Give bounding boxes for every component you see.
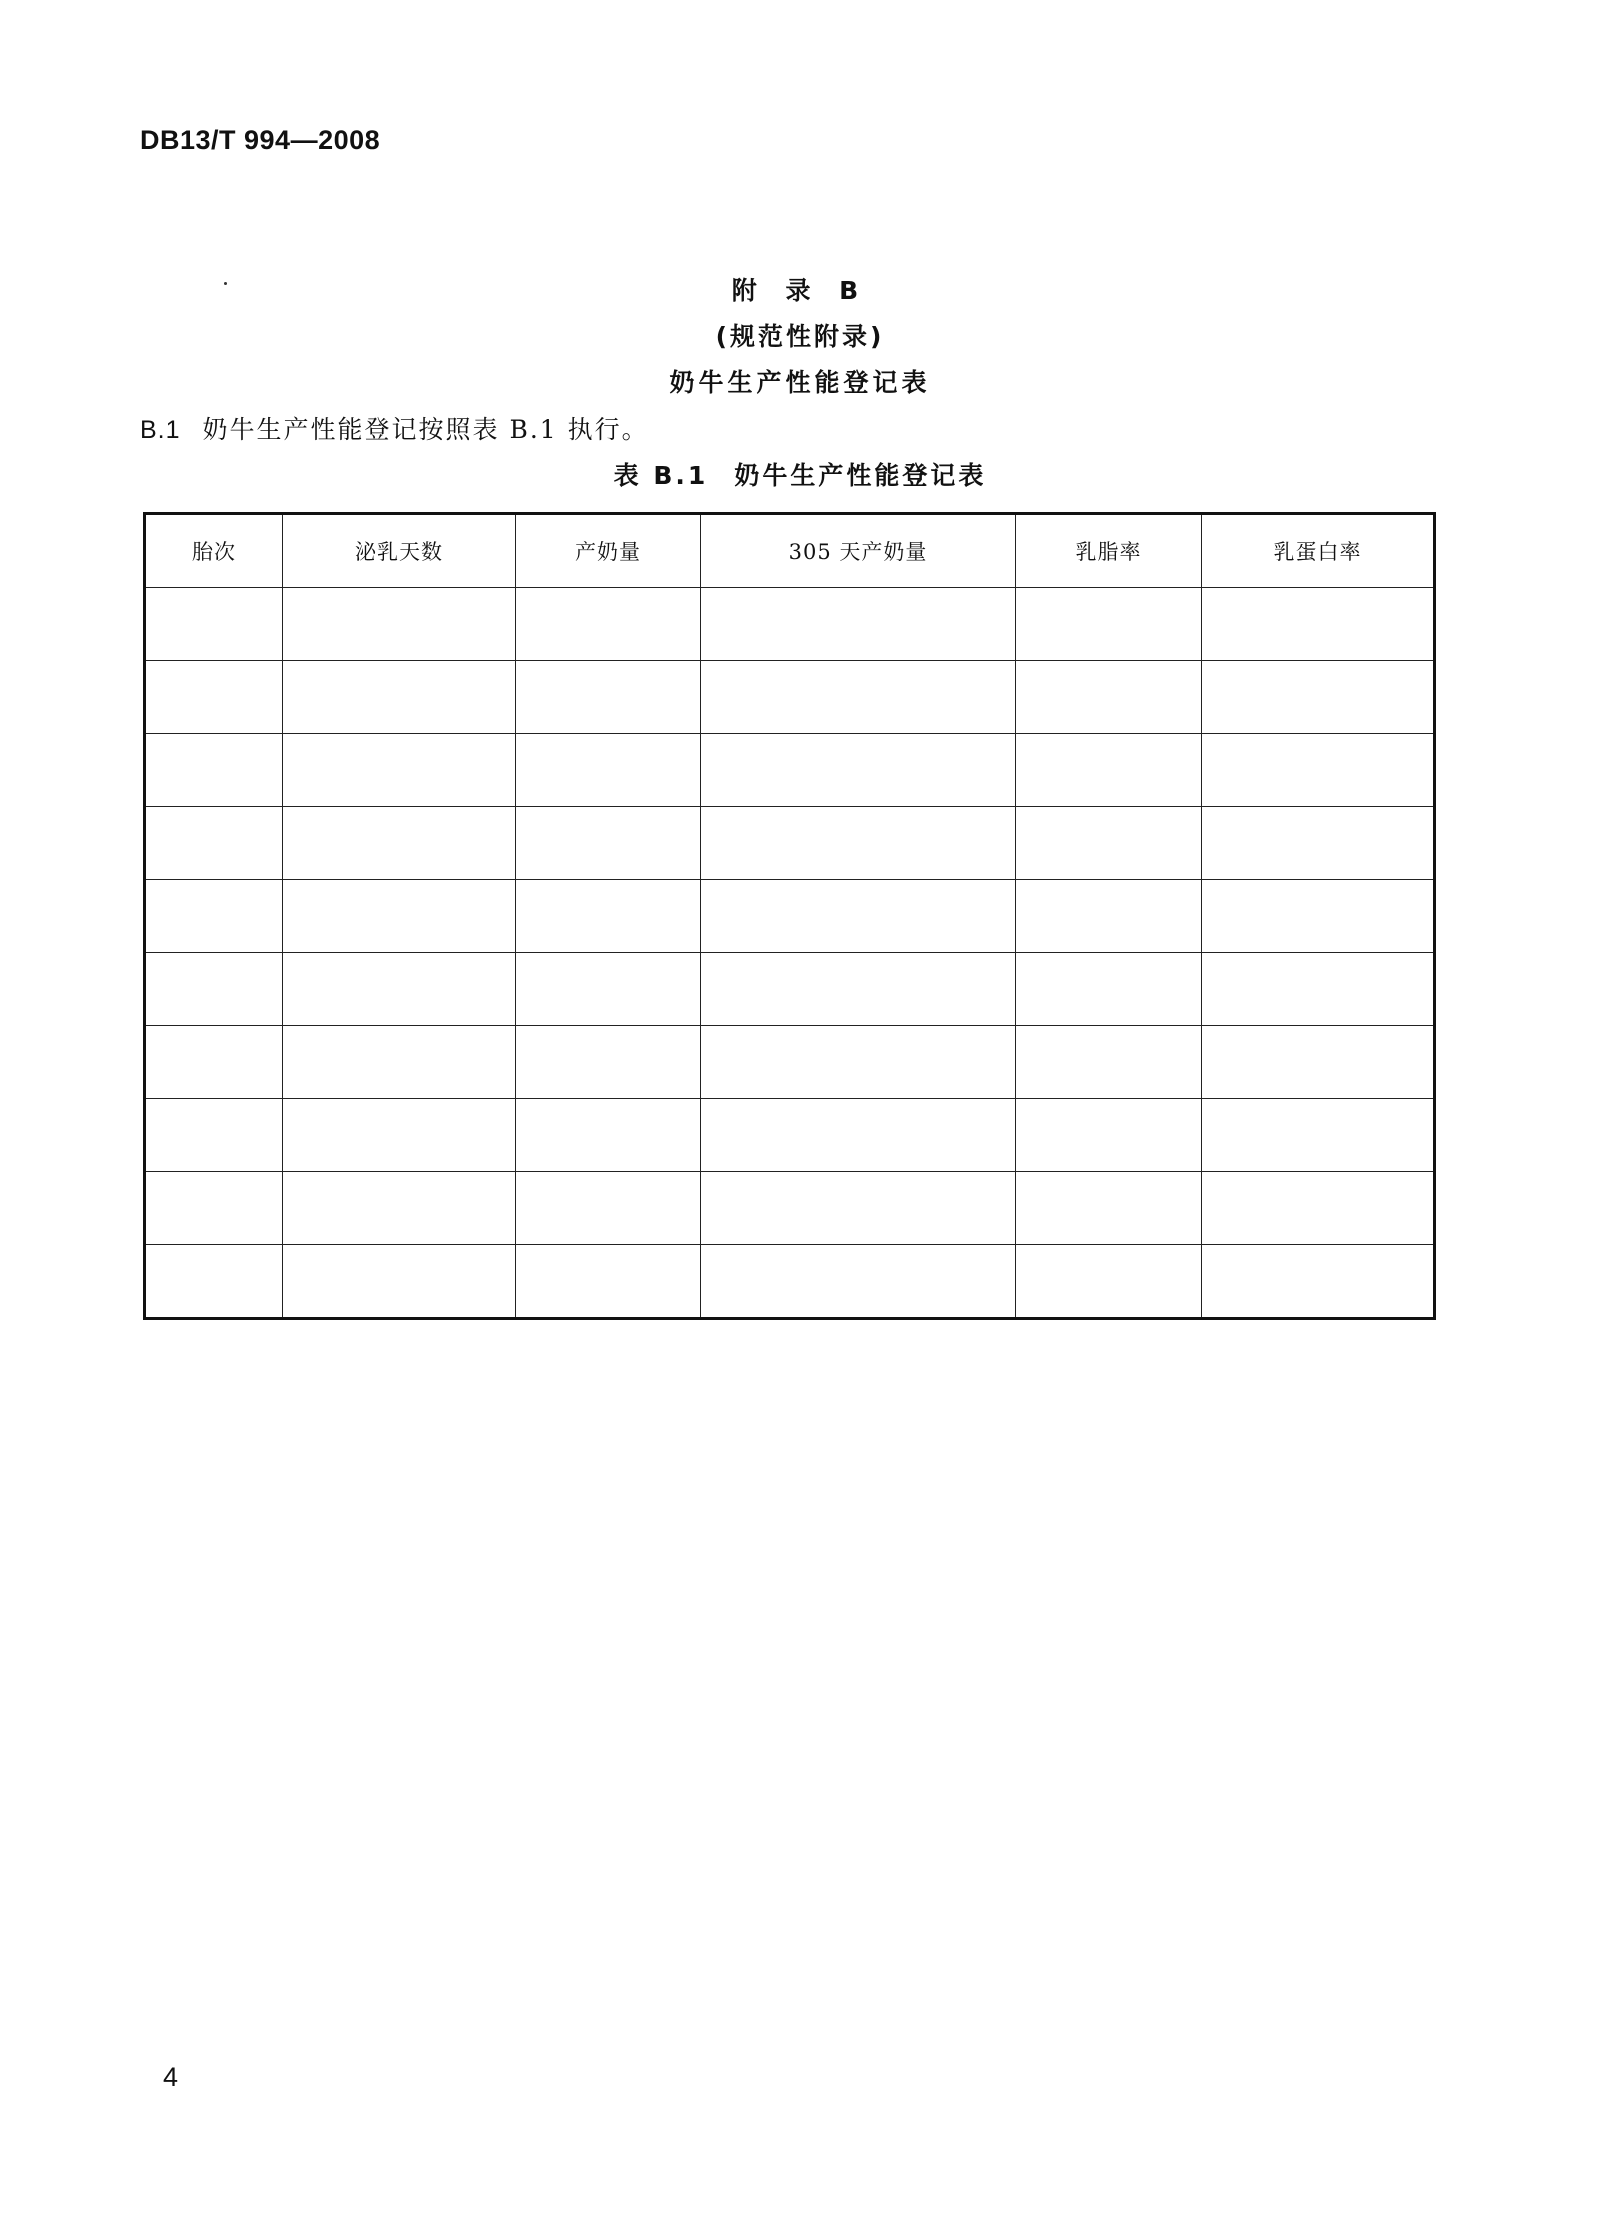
table-cell	[1202, 1172, 1435, 1245]
table-row	[145, 661, 1435, 734]
table-cell	[1016, 880, 1202, 953]
table-cell	[283, 1245, 516, 1319]
production-register-table	[143, 512, 1436, 1320]
table-cell	[1202, 1099, 1435, 1172]
column-header-lactation-days: 泌乳天数	[283, 514, 516, 588]
appendix-title: 附 录 B	[731, 276, 869, 305]
table-cell	[516, 1172, 701, 1245]
table-row	[145, 1172, 1435, 1245]
table-cell	[1016, 661, 1202, 734]
table-cell	[145, 880, 283, 953]
table-cell	[1016, 953, 1202, 1026]
column-header-milk-yield: 产奶量	[516, 514, 701, 588]
table-cell	[1202, 880, 1435, 953]
table-cell	[701, 1026, 1016, 1099]
column-header-fat-rate: 乳脂率	[1016, 514, 1202, 588]
table-cell	[516, 588, 701, 661]
table-cell	[145, 734, 283, 807]
clause-text: 奶牛生产性能登记按照表 B.1 执行。	[202, 415, 649, 444]
table-cell	[701, 880, 1016, 953]
table-cell	[283, 1026, 516, 1099]
table-cell	[1016, 1172, 1202, 1245]
column-header-305-day-yield: 305 天产奶量	[701, 514, 1016, 588]
page-number: 4	[163, 2062, 179, 2092]
table-cell	[1202, 661, 1435, 734]
table-cell	[145, 1026, 283, 1099]
table-cell	[145, 588, 283, 661]
table-cell	[516, 734, 701, 807]
table-cell	[701, 661, 1016, 734]
table-cell	[283, 734, 516, 807]
table-cell	[145, 807, 283, 880]
table-cell	[701, 807, 1016, 880]
standard-code: DB13/T 994—2008	[140, 125, 381, 155]
table-cell	[516, 1099, 701, 1172]
table-caption	[0, 456, 1600, 492]
table-row	[145, 1099, 1435, 1172]
table-cell	[283, 661, 516, 734]
table-cell	[1202, 1026, 1435, 1099]
table-cell	[701, 734, 1016, 807]
table-body	[145, 588, 1435, 1319]
table-cell	[516, 880, 701, 953]
clause-b1	[140, 410, 649, 446]
table-cell	[701, 1172, 1016, 1245]
table-cell	[1202, 953, 1435, 1026]
column-header-parity: 胎次	[145, 514, 283, 588]
table-row	[145, 807, 1435, 880]
table-cell	[1016, 734, 1202, 807]
table-cell	[516, 1245, 701, 1319]
table-cell	[1016, 807, 1202, 880]
table-row	[145, 734, 1435, 807]
table-cell	[145, 1245, 283, 1319]
table-cell	[283, 1172, 516, 1245]
table-cell	[701, 953, 1016, 1026]
table-cell	[1016, 588, 1202, 661]
table-cell	[701, 588, 1016, 661]
table-row	[145, 880, 1435, 953]
table-cell	[1202, 807, 1435, 880]
table-cell	[145, 953, 283, 1026]
table-cell	[283, 807, 516, 880]
table-cell	[1202, 588, 1435, 661]
table-header-row	[145, 514, 1435, 588]
table-cell	[1016, 1245, 1202, 1319]
table-cell	[145, 1172, 283, 1245]
table-cell	[516, 661, 701, 734]
clause-number: B.1	[140, 416, 181, 444]
table-cell	[701, 1099, 1016, 1172]
table-row	[145, 588, 1435, 661]
table-cell	[283, 880, 516, 953]
table-caption-title: 奶牛生产性能登记表	[734, 461, 987, 490]
appendix-subtitle: (规范性附录)	[715, 322, 885, 351]
table-cell	[283, 1099, 516, 1172]
table-cell	[1016, 1099, 1202, 1172]
table-cell	[1202, 1245, 1435, 1319]
column-header-protein-rate: 乳蛋白率	[1202, 514, 1435, 588]
table-cell	[283, 588, 516, 661]
table-cell	[516, 953, 701, 1026]
table-row	[145, 1245, 1435, 1319]
table-cell	[1202, 734, 1435, 807]
table-cell	[283, 953, 516, 1026]
table-cell	[516, 807, 701, 880]
table-cell	[145, 661, 283, 734]
table-row	[145, 1026, 1435, 1099]
table-cell	[516, 1026, 701, 1099]
table-cell	[145, 1099, 283, 1172]
table-cell	[701, 1245, 1016, 1319]
table-row	[145, 953, 1435, 1026]
appendix-heading	[0, 268, 1600, 406]
table-cell	[1016, 1026, 1202, 1099]
appendix-name: 奶牛生产性能登记表	[669, 368, 931, 397]
table-caption-number: 表 B.1	[613, 461, 709, 490]
